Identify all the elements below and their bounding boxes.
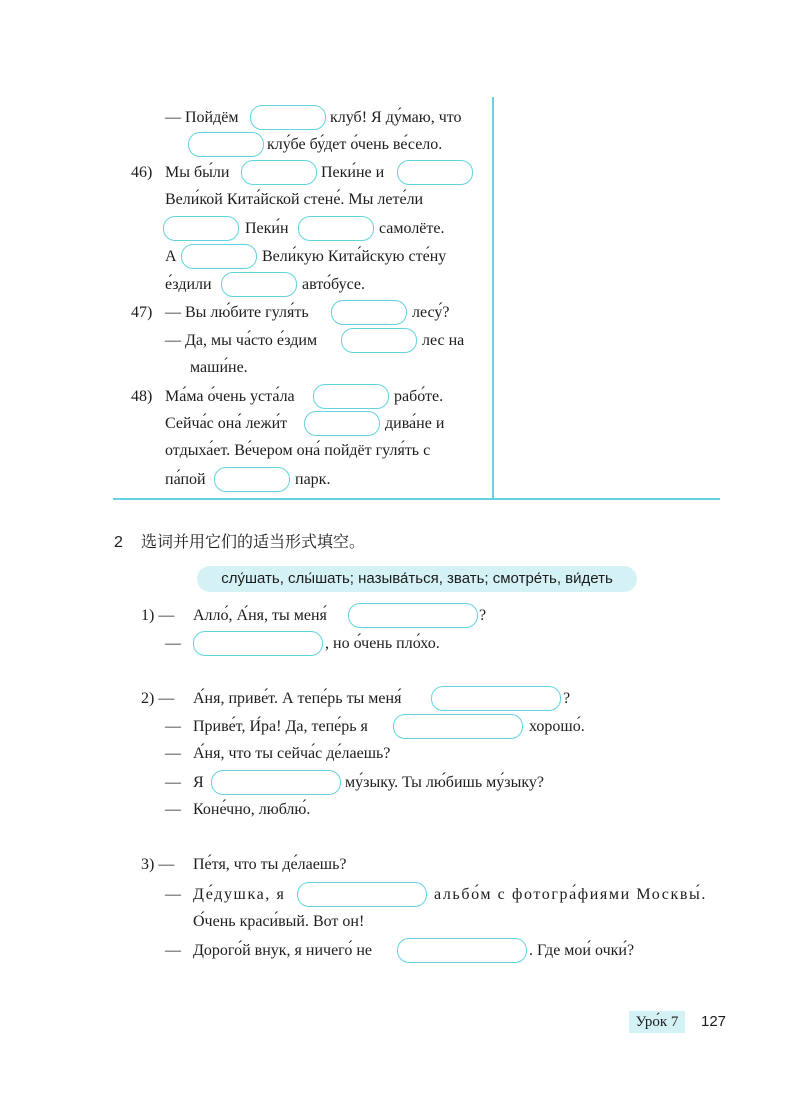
answer-blank[interactable] [397, 160, 473, 185]
ex2-line: А́ня, приве́т. А тепе́рь ты меня́ [193, 690, 402, 707]
ex2-line: Де́душка, я [193, 886, 286, 903]
ex1-line: клу́бе бу́дет о́чень ве́село. [267, 136, 443, 153]
ex1-line: Сейча́с она́ лежи́т [165, 415, 288, 432]
ex2-line: Приве́т, И́ра! Да, тепе́рь я [193, 718, 368, 735]
ex1-line: Вели́кую Кита́йскую сте́ну [262, 248, 447, 265]
lesson-label: Уро́к 7 [629, 1011, 685, 1033]
dialogue-dash: — [165, 942, 181, 959]
answer-blank[interactable] [214, 467, 290, 492]
dialogue-dash: — [165, 745, 181, 762]
ex2-line: Коне́чно, люблю́. [193, 801, 311, 818]
ex2-line: А́ня, что ты сейча́с де́лаешь? [193, 745, 391, 762]
answer-blank[interactable] [193, 631, 323, 656]
dialogue-dash: — [165, 635, 181, 652]
item-number: 3) — [141, 856, 175, 873]
answer-blank[interactable] [431, 686, 561, 711]
item-number: 47) [131, 304, 153, 321]
ex2-line: Алло́, А́ня, ты меня́ [193, 607, 327, 624]
answer-blank[interactable] [188, 132, 264, 157]
answer-blank[interactable] [241, 160, 317, 185]
dialogue-dash: — [165, 801, 181, 818]
ex1-line: Мы бы́ли [165, 164, 230, 181]
ex2-line: хорошо́. [529, 718, 585, 735]
answer-blank[interactable] [313, 384, 389, 409]
ex1-line: Вели́кой Кита́йской стене́. Мы лете́ли [165, 191, 424, 208]
answer-blank[interactable] [297, 882, 427, 907]
dialogue-dash: — [165, 774, 181, 791]
ex1-line: Пеки́н [245, 220, 289, 237]
answer-blank[interactable] [298, 216, 374, 241]
answer-blank[interactable] [348, 603, 478, 628]
item-number: 1) — [141, 607, 175, 624]
answer-blank[interactable] [304, 411, 380, 436]
word-bank: слу́шать, слы́шать; называ́ться, звать; смотре́ть, ви́деть [197, 566, 637, 592]
dialogue-dash: — [165, 718, 181, 735]
ex1-line: авто́бусе. [302, 276, 365, 293]
ex1-line: Пеки́не и [321, 164, 385, 181]
ex1-line: рабо́те. [394, 388, 444, 405]
ex2-line: альбо́м с фотогра́фиями Москвы́. [434, 886, 707, 903]
exercise-instruction: 选词并用它们的适当形式填空。 [141, 534, 366, 551]
ex2-line: , но о́чень пло́хо. [325, 635, 440, 652]
ex1-line: лесу́? [412, 304, 450, 321]
ex2-line: Пе́тя, что ты де́лаешь? [193, 856, 347, 873]
table-bottom-border [113, 498, 720, 500]
ex2-line: О́чень краси́вый. Вот он! [193, 913, 365, 930]
item-number: 46) [131, 164, 153, 181]
dialogue-dash: — [165, 886, 181, 903]
ex2-line: Я [193, 774, 204, 791]
answer-blank[interactable] [181, 244, 257, 269]
ex1-line: маши́не. [190, 359, 248, 376]
answer-blank[interactable] [331, 300, 407, 325]
page-number: 127 [701, 1013, 727, 1030]
answer-blank[interactable] [393, 714, 523, 739]
answer-blank[interactable] [250, 105, 326, 130]
item-number: 48) [131, 388, 153, 405]
ex2-line: ? [479, 607, 487, 624]
ex1-line: — Да, мы ча́сто е́здим [165, 332, 318, 349]
answer-blank[interactable] [163, 216, 239, 241]
ex2-line: му́зыку. Ты лю́бишь му́зыку? [345, 774, 544, 791]
exercise-number: 2 [114, 534, 123, 551]
ex1-line: дива́не и [385, 415, 445, 432]
ex2-line: ? [563, 690, 571, 707]
answer-blank[interactable] [341, 328, 417, 353]
ex1-line: па́пой [165, 471, 206, 488]
ex2-line: . Где мои́ очки́? [529, 942, 635, 959]
ex1-line: — Пойдём [165, 109, 239, 126]
ex1-line: Ма́ма о́чень уста́ла [165, 388, 295, 405]
answer-blank[interactable] [397, 938, 527, 963]
ex1-line: е́здили [165, 276, 212, 293]
ex1-line: — Вы лю́бите гуля́ть [165, 304, 309, 321]
ex1-line: лес на [422, 332, 465, 349]
ex1-line: парк. [295, 471, 331, 488]
answer-blank[interactable] [221, 272, 297, 297]
ex1-line: отдыха́ет. Ве́чером она́ пойдёт гуля́ть с [165, 442, 431, 459]
item-number: 2) — [141, 690, 175, 707]
table-divider-left [492, 97, 494, 499]
ex1-line: клуб! Я ду́маю, что [330, 109, 462, 126]
ex1-line: А [165, 248, 177, 265]
ex1-line: самолёте. [379, 220, 445, 237]
answer-blank[interactable] [211, 770, 341, 795]
ex2-line: Дорого́й внук, я ничего́ не [193, 942, 372, 959]
